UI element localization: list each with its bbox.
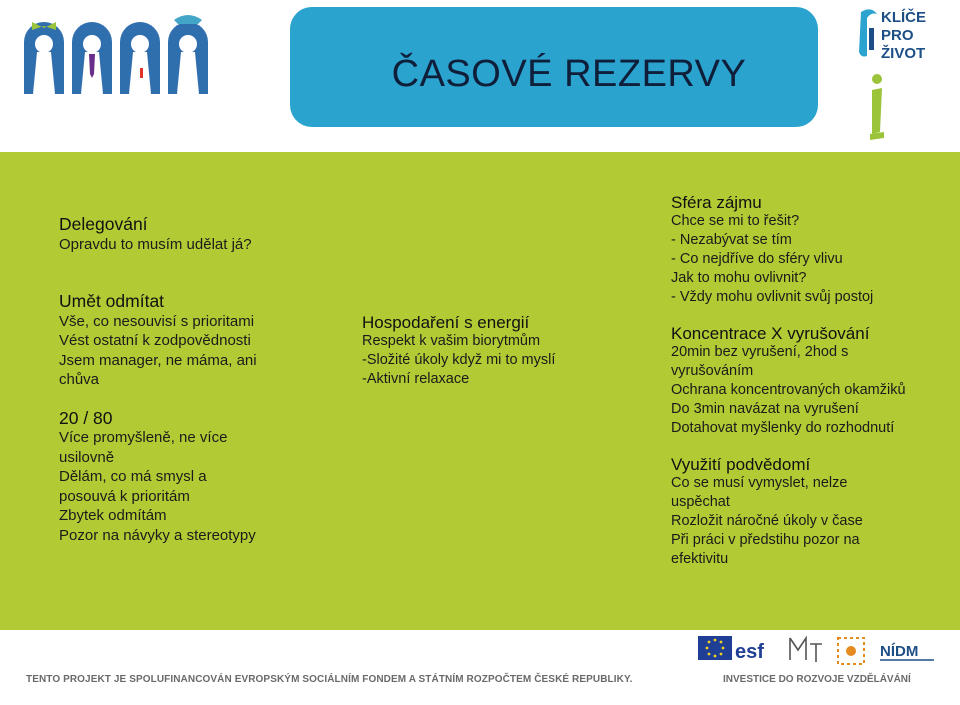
section-heading: Sféra zájmu [671, 193, 762, 212]
section-heading: 20 / 80 [59, 407, 113, 428]
slide-title: ČASOVÉ REZERVY [391, 53, 747, 95]
section-line: Jsem manager, ne máma, ani [59, 351, 257, 369]
section-line: uspěchat [671, 494, 730, 510]
section-line: Jak to mohu ovlivnit? [671, 270, 807, 286]
section-heading: Využití podvědomí [671, 455, 811, 474]
section-line: chůva [59, 371, 100, 388]
logo-line-3: ŽIVOT [881, 45, 926, 62]
section-line: Při práci v předstihu pozor na [671, 532, 860, 548]
section-heading: Umět odmítat [59, 291, 165, 311]
section-line: Respekt k vašim biorytmům [362, 333, 541, 349]
section-line: Pozor na návyky a stereotypy [59, 526, 256, 544]
section-heading: Hospodaření s energií [362, 313, 530, 332]
section-line: vyrušováním [671, 363, 754, 379]
middle-column [362, 313, 632, 389]
section-line: Vše, co nesouvisí s prioritami [59, 312, 255, 330]
funding-logos [698, 632, 938, 672]
section-line: -Složité úkoly když mi to myslí [362, 352, 556, 368]
nidm-logo: NÍDM [880, 643, 919, 660]
opvk-logo [838, 638, 864, 664]
section-line: Dělám, co má smysl a [59, 468, 207, 485]
section-line: usilovně [59, 448, 115, 466]
logo-line-2: PRO [881, 27, 914, 44]
title-banner [290, 7, 818, 127]
header [0, 0, 960, 152]
msmt-logo [790, 638, 822, 662]
klice-pro-zivot-logo [857, 6, 947, 66]
section-line: - Vždy mohu ovlivnit svůj postoj [671, 289, 874, 305]
section-line: -Aktivní relaxace [362, 371, 470, 387]
section-line: Do 3min navázat na vyrušení [671, 401, 859, 417]
section-line: - Co nejdříve do sféry vlivu [671, 251, 843, 267]
section-line: Více promyšleně, ne více [59, 429, 228, 446]
section-line: 20min bez vyrušení, 2hod s [671, 344, 849, 360]
section-line: posouvá k prioritám [59, 487, 190, 505]
footer-investment-text: INVESTICE DO ROZVOJE VZDĚLÁVÁNÍ [723, 674, 911, 685]
logo-line-1: KLÍČE [881, 9, 926, 26]
section-heading: Koncentrace X vyrušování [671, 324, 870, 343]
esf-logo: esf [735, 641, 764, 663]
section-line: efektivitu [671, 551, 729, 567]
section-line: - Nezabývat se tím [671, 232, 792, 248]
eu-flag-icon [698, 636, 732, 660]
section-line: Ochrana koncentrovaných okamžiků [671, 382, 906, 398]
footer-funding-text: TENTO PROJEKT JE SPOLUFINANCOVÁN EVROPSKÝM SOCIÁLNÍM FONDEM A STÁTNÍM ROZPOČTEM ČESKÉ REPUBLIKY. [26, 674, 633, 685]
exclamation-icon [866, 72, 888, 142]
section-line: Rozložit náročné úkoly v čase [671, 513, 863, 529]
section-line: Chce se mi to řešit? [671, 213, 800, 229]
keyhole-figures-logo [22, 8, 212, 98]
section-line: Vést ostatní k zodpovědnosti [59, 332, 251, 349]
section-line: Co se musí vymyslet, nelze [671, 475, 848, 491]
left-column [59, 215, 289, 545]
section-heading: Delegování [59, 214, 148, 234]
section-line: Opravdu to musím udělat já? [59, 235, 252, 253]
section-line: Zbytek odmítám [59, 507, 167, 524]
right-column [671, 193, 956, 569]
section-line: Dotahovat myšlenky do rozhodnutí [671, 420, 895, 436]
